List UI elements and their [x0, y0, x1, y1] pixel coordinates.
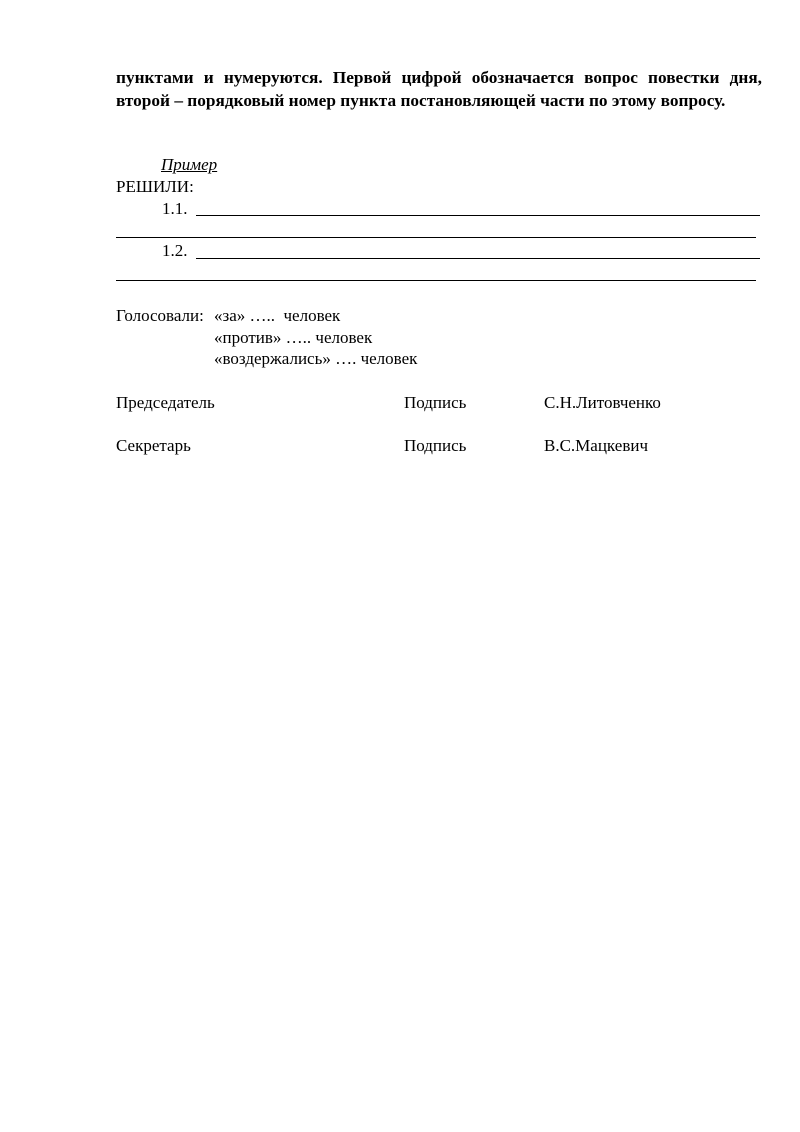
item-1-2-continuation-line — [116, 280, 756, 281]
voting-label: Голосовали: — [116, 306, 204, 325]
vote-for: «за» ….. человек — [214, 306, 341, 325]
chairman-role: Председатель — [116, 393, 215, 412]
intro-paragraph: пунктами и нумеруются. Первой цифрой обозначается вопрос повестки дня, второй – порядковый номер пункта постановляющей части по этому вопросу. — [116, 68, 762, 110]
item-number-1-2: 1.2. — [162, 241, 188, 260]
item-1-1-blank-line — [196, 215, 760, 216]
chairman-name: С.Н.Литовченко — [544, 393, 661, 412]
vote-abstained: «воздержались» …. человек — [214, 349, 418, 368]
example-label: Пример — [161, 155, 218, 174]
vote-against: «против» ….. человек — [214, 328, 373, 347]
item-1-1-continuation-line — [116, 237, 756, 238]
chairman-signature: Подпись — [404, 393, 467, 412]
item-1-2-blank-line — [196, 258, 760, 259]
resolved-label: РЕШИЛИ: — [116, 177, 194, 196]
secretary-role: Секретарь — [116, 436, 191, 455]
item-number-1-1: 1.1. — [162, 199, 188, 218]
secretary-signature: Подпись — [404, 436, 467, 455]
secretary-name: В.С.Мацкевич — [544, 436, 648, 455]
